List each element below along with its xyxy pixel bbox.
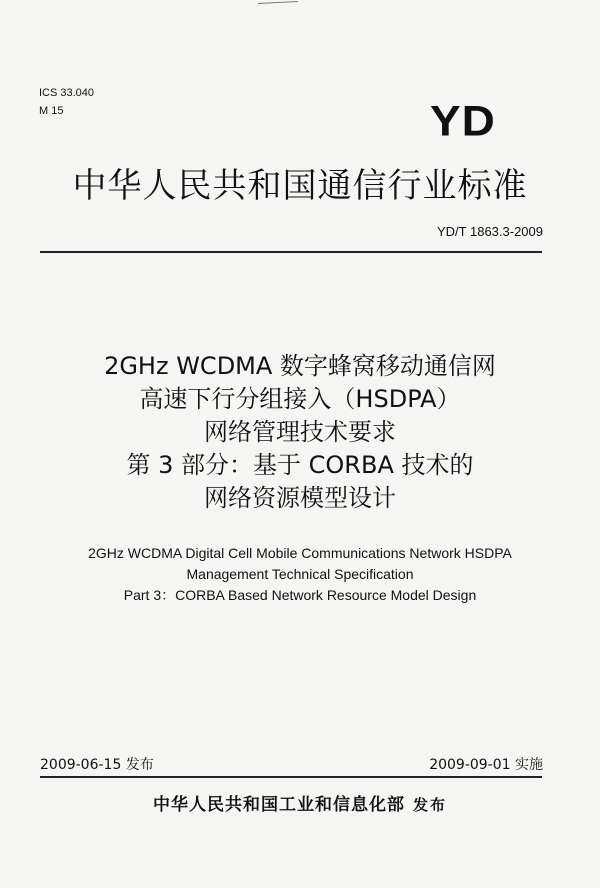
chinese-title-line: 2GHz WCDMA 数字蜂窝移动通信网 xyxy=(104,352,496,380)
chinese-title-line: 高速下行分组接入（HSDPA） xyxy=(139,385,461,413)
issue-date: 2009-06-15 发布 xyxy=(40,757,154,773)
standard-type-title: 中华人民共和国通信行业标准 xyxy=(72,166,528,206)
ccs-code: M 15 xyxy=(39,105,64,117)
ics-code: ICS 33.040 xyxy=(39,87,95,99)
english-title xyxy=(0,543,600,606)
english-title-line: Management Technical Specification xyxy=(186,566,414,582)
english-title-line: Part 3：CORBA Based Network Resource Model Design xyxy=(123,587,477,603)
chinese-title-line: 第 3 部分：基于 CORBA 技术的 xyxy=(126,451,474,479)
classification-codes xyxy=(39,84,94,120)
chinese-title-line: 网络资源模型设计 xyxy=(204,484,396,512)
english-title-line: 2GHz WCDMA Digital Cell Mobile Communications Network HSDPA xyxy=(88,545,512,561)
scan-mark xyxy=(258,1,298,8)
yd-logo: YD xyxy=(430,97,496,145)
bottom-divider xyxy=(40,776,542,778)
publisher-name: 中华人民共和国工业和信息化部 xyxy=(152,795,405,815)
publisher-line xyxy=(0,790,600,815)
top-divider xyxy=(40,251,542,253)
standard-number: YD/T 1863.3-2009 xyxy=(437,224,543,239)
publisher-action: 发布 xyxy=(412,796,447,814)
chinese-title-line: 网络管理技术要求 xyxy=(204,418,396,446)
implement-date: 2009-09-01 实施 xyxy=(429,757,543,773)
chinese-title xyxy=(0,350,600,515)
